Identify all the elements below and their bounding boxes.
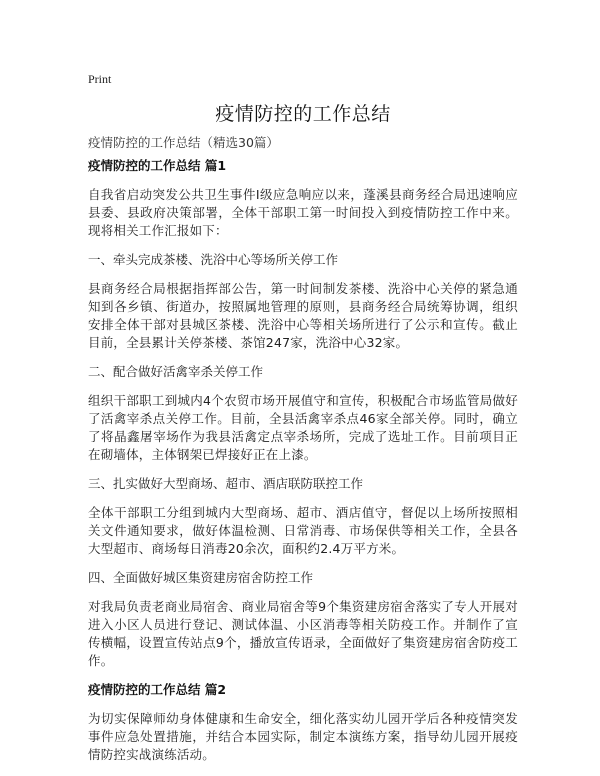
section-heading: 疫情防控的工作总结 篇2 — [88, 682, 227, 697]
section-heading: 疫情防控的工作总结 篇1 — [88, 158, 227, 173]
paragraph: 组织干部职工到城内4个农贸市场开展值守和宣传，积极配合市场监管局做好了活禽宰杀点关停工作。目前，全县活禽宰杀点46家全部关停。同时，确立了将晶鑫屠宰场作为我县活禽定点宰杀场所，完成了选址工作。目前项目正在砌墙体，主体钢架已焊接好正在上漆。 — [88, 393, 518, 462]
sub-heading-4: 四、全面做好城区集资建房宿舍防控工作 — [88, 570, 314, 585]
paragraph: 全体干部职工分组到城内大型商场、超市、酒店值守，督促以上场所按照相关文件通知要求，做好体温检测、日常消毒、市场保供等相关工作，全县各大型超市、商场每日消毒20余次，面积约2.4万平方米。 — [88, 505, 518, 556]
article-section-1 — [88, 157, 518, 670]
paragraph: 对我局负责老商业局宿舍、商业局宿舍等9个集资建房宿舍落实了专人开展对进入小区人员进行登记、测试体温、小区消毒等相关防疫工作。并制作了宣传横幅，设置宣传站点9个，播放宣传语录，全面做好了集资建房宿舍防疫工作。 — [88, 599, 518, 668]
intro-paragraph: 自我省启动突发公共卫生事件Ⅰ级应急响应以来，蓬溪县商务经合局迅速响应县委、县政府决策部署，全体干部职工第一时间投入到疫情防控工作中来。现将相关工作汇报如下： — [88, 187, 518, 238]
page-title: 疫情防控的工作总结 — [215, 103, 391, 125]
document-body — [88, 157, 518, 775]
document-subtitle: 疫情防控的工作总结（精选30篇） — [88, 135, 279, 150]
paragraph: 县商务经合局根据指挥部公告，第一时间制发茶楼、洗浴中心关停的紧急通知到各乡镇、街道办，按照属地管理的原则，县商务经合局统筹协调，组织安排全体干部对县城区茶楼、洗浴中心等相关场所进行了公示和宣传。截止目前，全县累计关停茶楼、茶馆247家，洗浴中心32家。 — [88, 281, 518, 350]
sub-heading-1: 一、牵头完成茶楼、洗浴中心等场所关停工作 — [88, 252, 339, 267]
article-section-2 — [88, 681, 518, 764]
paragraph: 为切实保障师幼身体健康和生命安全，细化落实幼儿园开学后各种疫情突发事件应急处置措施，并结合本园实际，制定本演练方案，指导幼儿园开展疫情防控实战演练活动。 — [88, 711, 518, 762]
print-link[interactable]: Print — [88, 72, 112, 86]
sub-heading-3: 三、扎实做好大型商场、超市、酒店联防联控工作 — [88, 476, 364, 491]
sub-heading-2: 二、配合做好活禽宰杀关停工作 — [88, 364, 264, 379]
